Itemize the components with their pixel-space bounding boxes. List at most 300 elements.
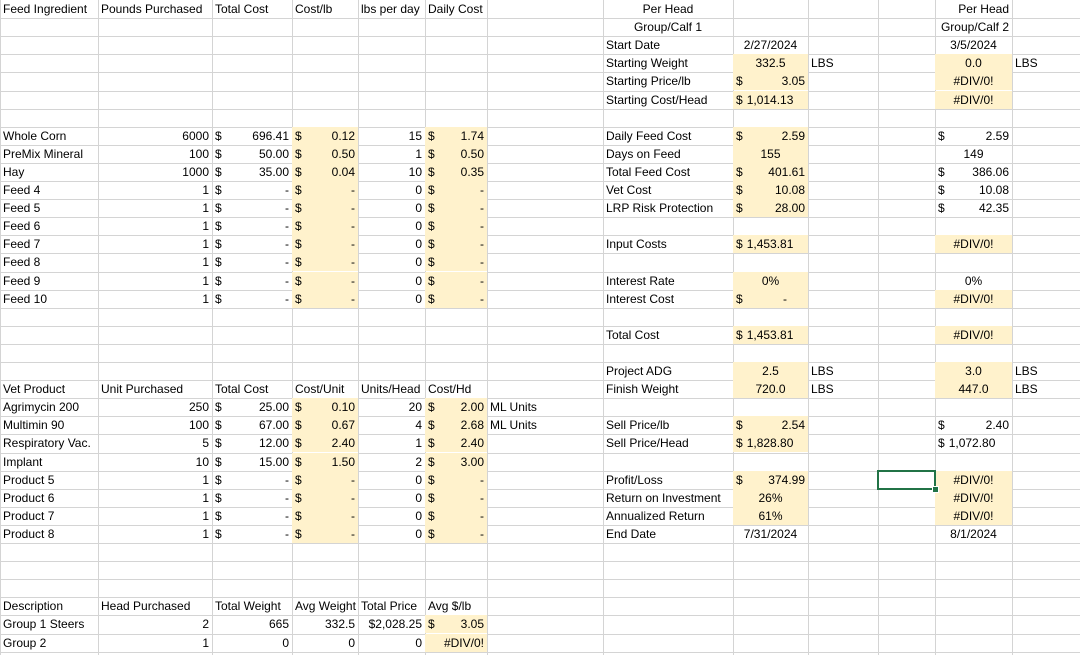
cost-per-head[interactable] — [425, 398, 487, 416]
total-cost[interactable] — [212, 525, 292, 543]
summary-label[interactable]: Total Cost — [606, 328, 660, 342]
gridline-horizontal — [0, 561, 1080, 562]
vet-product-name[interactable]: Agrimycin 200 — [3, 400, 80, 414]
units-purchased[interactable]: 10 — [195, 455, 209, 469]
selected-cell[interactable] — [877, 470, 936, 490]
unit-label[interactable]: LBS — [1015, 56, 1038, 70]
cell-value: - — [285, 201, 289, 215]
unit-label[interactable]: LBS — [1015, 364, 1038, 378]
group2-value[interactable] — [935, 434, 1012, 452]
currency-symbol: $ — [295, 201, 302, 215]
column-header[interactable]: Cost/Hd — [428, 382, 472, 396]
units-per-head[interactable]: 0 — [415, 491, 422, 505]
group2-value[interactable]: 447.0 — [935, 380, 1012, 398]
cell-value: 0.67 — [331, 418, 355, 432]
vet-product-name[interactable]: Product 5 — [3, 473, 55, 487]
group1-value[interactable] — [733, 434, 808, 452]
cell-value: 2.40 — [985, 418, 1009, 432]
cost-per-lb[interactable] — [292, 163, 358, 181]
cost-per-head[interactable] — [425, 416, 487, 434]
feed-name[interactable]: Feed 5 — [3, 201, 41, 215]
group1-value[interactable]: 2/27/2024 — [743, 38, 798, 52]
group2-value[interactable]: #DIV/0! — [935, 235, 1012, 253]
cell-value: - — [285, 292, 289, 306]
pounds-purchased[interactable]: 1 — [202, 201, 209, 215]
total-cost[interactable] — [212, 253, 292, 271]
cell-value: 374.99 — [768, 473, 805, 487]
column-header[interactable]: Avg $/lb — [428, 599, 472, 613]
currency-symbol: $ — [215, 129, 222, 143]
summary-label[interactable]: Starting Weight — [606, 56, 688, 70]
currency-symbol: $ — [736, 473, 743, 487]
cell-value: 401.61 — [768, 165, 805, 179]
cost-per-head[interactable] — [425, 471, 487, 489]
group1-value[interactable] — [733, 199, 808, 217]
cell-value: 25.00 — [258, 400, 289, 414]
total-price[interactable]: 0 — [415, 636, 422, 650]
units-per-head[interactable]: 0 — [415, 509, 422, 523]
currency-symbol: $ — [736, 292, 743, 306]
cost-per-unit[interactable] — [292, 398, 358, 416]
cell-value: 2.54 — [781, 418, 805, 432]
pounds-purchased[interactable]: 1000 — [182, 165, 209, 179]
summary-label[interactable]: Vet Cost — [606, 183, 652, 197]
total-cost[interactable] — [212, 290, 292, 308]
group2-value[interactable]: #DIV/0! — [935, 507, 1012, 525]
cell-value: 10.08 — [978, 183, 1009, 197]
cell-value: - — [480, 473, 484, 487]
vet-product-name[interactable]: Product 8 — [3, 527, 55, 541]
cost-per-unit[interactable] — [292, 507, 358, 525]
total-cost[interactable] — [212, 145, 292, 163]
cell-value: 0.50 — [460, 147, 484, 161]
total-cost[interactable] — [212, 127, 292, 145]
group-description[interactable]: Group 2 — [3, 636, 47, 650]
group2-value[interactable]: #DIV/0! — [935, 471, 1012, 489]
cell-value: 67.00 — [258, 418, 289, 432]
cost-per-lb[interactable] — [292, 253, 358, 271]
daily-cost[interactable] — [425, 235, 487, 253]
total-cost[interactable] — [212, 398, 292, 416]
total-weight[interactable]: 665 — [268, 617, 289, 631]
currency-symbol: $ — [428, 617, 435, 631]
cell-value: 0.50 — [331, 147, 355, 161]
currency-symbol: $ — [428, 400, 435, 414]
cell-value: 28.00 — [774, 201, 805, 215]
currency-symbol: $ — [295, 237, 302, 251]
total-cost[interactable] — [212, 272, 292, 290]
summary-label[interactable]: Return on Investment — [606, 491, 721, 505]
lbs-per-day[interactable]: 1 — [415, 147, 422, 161]
currency-symbol: $ — [736, 93, 743, 107]
group2-value[interactable]: 0% — [964, 274, 983, 288]
group1-value[interactable] — [733, 91, 808, 109]
column-header[interactable]: Unit Purchased — [101, 382, 184, 396]
column-header[interactable]: Description — [3, 599, 64, 613]
cell-value: - — [351, 274, 355, 288]
group1-value[interactable] — [733, 471, 808, 489]
currency-symbol: $ — [428, 473, 435, 487]
group2-value[interactable] — [935, 416, 1012, 434]
summary-label[interactable]: Total Feed Cost — [606, 165, 691, 179]
column-header[interactable]: Avg Weight — [295, 599, 356, 613]
unit-label[interactable]: LBS — [811, 364, 834, 378]
currency-symbol: $ — [736, 237, 743, 251]
column-header[interactable]: Feed Ingredient — [3, 2, 88, 16]
group1-value[interactable] — [733, 235, 808, 253]
currency-symbol: $ — [428, 201, 435, 215]
group1-value[interactable] — [733, 290, 808, 308]
group1-value[interactable]: 2.5 — [733, 362, 808, 380]
avg-price-per-lb[interactable]: #DIV/0! — [425, 634, 487, 652]
cost-per-head[interactable] — [425, 525, 487, 543]
cell-value: 0.04 — [331, 165, 355, 179]
group1-value[interactable] — [733, 163, 808, 181]
head-purchased[interactable]: 2 — [202, 617, 209, 631]
units-per-head[interactable]: 20 — [408, 400, 422, 414]
currency-symbol: $ — [736, 183, 743, 197]
daily-cost[interactable] — [425, 127, 487, 145]
group1-value[interactable]: 720.0 — [733, 380, 808, 398]
currency-symbol: $ — [428, 129, 435, 143]
currency-symbol: $ — [215, 237, 222, 251]
group1-value[interactable] — [733, 181, 808, 199]
unit-label[interactable]: LBS — [811, 56, 834, 70]
gridline-vertical — [1012, 0, 1013, 655]
cell-value: - — [480, 491, 484, 505]
cell-value: 1,453.81 — [746, 237, 794, 251]
cost-per-head[interactable] — [425, 489, 487, 507]
gridline-horizontal — [0, 91, 1080, 92]
feed-name[interactable]: Hay — [3, 165, 25, 179]
group2-value[interactable] — [935, 199, 1012, 217]
daily-cost[interactable] — [425, 181, 487, 199]
group2-value[interactable]: #DIV/0! — [935, 72, 1012, 90]
cost-per-head[interactable] — [425, 507, 487, 525]
units-per-head[interactable]: 2 — [415, 455, 422, 469]
cell-value: - — [351, 491, 355, 505]
avg-price-per-lb[interactable] — [425, 615, 487, 633]
cell-value: 696.41 — [252, 129, 289, 143]
avg-weight[interactable]: 0 — [348, 636, 355, 650]
vet-product-name[interactable]: Product 6 — [3, 491, 55, 505]
gridline-vertical — [212, 0, 213, 655]
summary-label[interactable]: Input Costs — [606, 237, 667, 251]
lbs-per-day[interactable]: 15 — [408, 129, 422, 143]
pounds-purchased[interactable]: 1 — [202, 237, 209, 251]
unit-label[interactable]: ML Units — [490, 400, 537, 414]
currency-symbol: $ — [295, 255, 302, 269]
column-header[interactable]: Total Cost — [215, 382, 269, 396]
currency-symbol: $ — [736, 418, 743, 432]
cell-value: - — [285, 527, 289, 541]
group2-value[interactable]: #DIV/0! — [935, 91, 1012, 109]
column-header[interactable]: Pounds Purchased — [101, 2, 203, 16]
daily-cost[interactable] — [425, 290, 487, 308]
summary-label[interactable]: Start Date — [606, 38, 661, 52]
lbs-per-day[interactable]: 0 — [415, 237, 422, 251]
currency-symbol: $ — [215, 473, 222, 487]
daily-cost[interactable] — [425, 145, 487, 163]
head-purchased[interactable]: 1 — [202, 636, 209, 650]
lbs-per-day[interactable]: 10 — [408, 165, 422, 179]
group1-value[interactable] — [733, 72, 808, 90]
cell-value: 2.40 — [331, 436, 355, 450]
group1-value[interactable]: 0% — [733, 272, 808, 290]
units-purchased[interactable]: 1 — [202, 509, 209, 523]
feed-name[interactable]: Feed 6 — [3, 219, 41, 233]
currency-symbol: $ — [938, 418, 945, 432]
feed-name[interactable]: Feed 7 — [3, 237, 41, 251]
cell-value: 35.00 — [258, 165, 289, 179]
units-per-head[interactable]: 1 — [415, 436, 422, 450]
column-header[interactable]: Vet Product — [3, 382, 66, 396]
group2-value[interactable]: #DIV/0! — [935, 290, 1012, 308]
pounds-purchased[interactable]: 6000 — [182, 129, 209, 143]
group-description[interactable]: Group 1 Steers — [3, 617, 85, 631]
lbs-per-day[interactable]: 0 — [415, 201, 422, 215]
cost-per-unit[interactable] — [292, 471, 358, 489]
summary-label[interactable]: End Date — [606, 527, 657, 541]
group1-value[interactable] — [733, 326, 808, 344]
cost-per-lb[interactable] — [292, 272, 358, 290]
currency-symbol: $ — [215, 491, 222, 505]
group2-value[interactable]: 3/5/2024 — [950, 38, 997, 52]
fill-handle[interactable] — [932, 486, 939, 493]
total-weight[interactable]: 0 — [282, 636, 289, 650]
feed-name[interactable]: PreMix Mineral — [3, 147, 84, 161]
pounds-purchased[interactable]: 1 — [202, 219, 209, 233]
group1-value[interactable]: 332.5 — [733, 54, 808, 72]
total-cost[interactable] — [212, 163, 292, 181]
units-per-head[interactable]: 0 — [415, 527, 422, 541]
cell-value: - — [285, 183, 289, 197]
unit-label[interactable]: LBS — [1015, 382, 1038, 396]
currency-symbol: $ — [295, 527, 302, 541]
total-cost[interactable] — [212, 507, 292, 525]
currency-symbol: $ — [215, 418, 222, 432]
summary-label[interactable]: Starting Price/lb — [606, 74, 691, 88]
summary-label[interactable]: LRP Risk Protection — [606, 201, 714, 215]
units-purchased[interactable]: 1 — [202, 491, 209, 505]
cost-per-lb[interactable] — [292, 235, 358, 253]
vet-product-name[interactable]: Implant — [3, 455, 43, 469]
gridline-horizontal — [0, 326, 1080, 327]
currency-symbol: $ — [215, 400, 222, 414]
gridline-horizontal — [0, 652, 1080, 653]
summary-label[interactable]: Daily Feed Cost — [606, 129, 692, 143]
daily-cost[interactable] — [425, 163, 487, 181]
column-header[interactable]: Daily Cost — [428, 2, 483, 16]
cost-per-lb[interactable] — [292, 199, 358, 217]
pounds-purchased[interactable]: 1 — [202, 274, 209, 288]
summary-label[interactable]: Sell Price/Head — [606, 436, 689, 450]
cost-per-unit[interactable] — [292, 434, 358, 452]
column-header[interactable]: Total Cost — [215, 2, 269, 16]
lbs-per-day[interactable]: 0 — [415, 255, 422, 269]
total-cost[interactable] — [212, 199, 292, 217]
summary-label[interactable]: Interest Cost — [606, 292, 675, 306]
gridline-vertical — [292, 0, 293, 655]
cell-value: 2.00 — [460, 400, 484, 414]
currency-symbol: $ — [215, 509, 222, 523]
cell-value: - — [351, 255, 355, 269]
gridline-vertical — [98, 0, 99, 655]
daily-cost[interactable] — [425, 253, 487, 271]
column-header[interactable]: Units/Head — [361, 382, 421, 396]
cell-value: 3.05 — [781, 74, 805, 88]
feed-name[interactable]: Whole Corn — [3, 129, 67, 143]
cost-per-lb[interactable] — [292, 290, 358, 308]
feed-name[interactable]: Feed 10 — [3, 292, 48, 306]
gridline-horizontal — [0, 109, 1080, 110]
group1-value[interactable] — [733, 127, 808, 145]
group2-value[interactable]: 8/1/2024 — [950, 527, 997, 541]
units-purchased[interactable]: 250 — [188, 400, 209, 414]
cell-value: 1.74 — [460, 129, 484, 143]
currency-symbol: $ — [295, 418, 302, 432]
total-cost[interactable] — [212, 235, 292, 253]
currency-symbol: $ — [428, 491, 435, 505]
cost-per-unit[interactable] — [292, 489, 358, 507]
lbs-per-day[interactable]: 0 — [415, 219, 422, 233]
group1-value[interactable] — [733, 416, 808, 434]
total-price[interactable]: $2,028.25 — [368, 617, 422, 631]
summary-label[interactable]: Annualized Return — [606, 509, 705, 523]
lbs-per-day[interactable]: 0 — [415, 183, 422, 197]
summary-label[interactable]: Sell Price/lb — [606, 418, 670, 432]
cell-value: 50.00 — [258, 147, 289, 161]
group2-value[interactable]: #DIV/0! — [935, 326, 1012, 344]
summary-label[interactable]: Days on Feed — [606, 147, 681, 161]
lbs-per-day[interactable]: 0 — [415, 274, 422, 288]
cost-per-lb[interactable] — [292, 145, 358, 163]
group2-value[interactable] — [935, 163, 1012, 181]
currency-symbol: $ — [215, 183, 222, 197]
vet-product-name[interactable]: Respiratory Vac. — [3, 436, 91, 450]
group2-value[interactable]: 0.0 — [935, 54, 1012, 72]
group1-header[interactable]: Per Head — [642, 2, 694, 16]
pounds-purchased[interactable]: 100 — [188, 147, 209, 161]
units-purchased[interactable]: 100 — [188, 418, 209, 432]
lbs-per-day[interactable]: 0 — [415, 292, 422, 306]
units-per-head[interactable]: 0 — [415, 473, 422, 487]
group2-value[interactable] — [935, 127, 1012, 145]
cell-value: - — [480, 219, 484, 233]
cell-value: 3.00 — [460, 455, 484, 469]
units-purchased[interactable]: 1 — [202, 527, 209, 541]
feed-name[interactable]: Feed 9 — [3, 274, 41, 288]
cell-value: - — [351, 292, 355, 306]
total-cost[interactable] — [212, 181, 292, 199]
total-cost[interactable] — [212, 489, 292, 507]
total-cost[interactable] — [212, 416, 292, 434]
cost-per-unit[interactable] — [292, 416, 358, 434]
group2-value[interactable] — [935, 181, 1012, 199]
group2-header[interactable]: Per Head — [958, 2, 1009, 16]
currency-symbol: $ — [215, 201, 222, 215]
group1-value[interactable]: 7/31/2024 — [743, 527, 798, 541]
cost-per-unit[interactable] — [292, 525, 358, 543]
units-purchased[interactable]: 5 — [202, 436, 209, 450]
gridline-vertical — [808, 0, 809, 655]
cell-value: - — [351, 201, 355, 215]
avg-weight[interactable]: 332.5 — [324, 617, 355, 631]
vet-product-name[interactable]: Product 7 — [3, 509, 55, 523]
currency-symbol: $ — [938, 183, 945, 197]
group2-value[interactable]: #DIV/0! — [935, 489, 1012, 507]
cell-value: - — [480, 201, 484, 215]
unit-label[interactable]: ML Units — [490, 418, 537, 432]
pounds-purchased[interactable]: 1 — [202, 255, 209, 269]
summary-label[interactable]: Starting Cost/Head — [606, 93, 708, 107]
column-header[interactable]: Cost/Unit — [295, 382, 345, 396]
vet-product-name[interactable]: Multimin 90 — [3, 418, 65, 432]
summary-label[interactable]: Interest Rate — [606, 274, 675, 288]
group2-value[interactable]: 149 — [963, 147, 984, 161]
cost-per-head[interactable] — [425, 434, 487, 452]
total-cost[interactable] — [212, 434, 292, 452]
cost-per-lb[interactable] — [292, 181, 358, 199]
units-purchased[interactable]: 1 — [202, 473, 209, 487]
total-cost[interactable] — [212, 217, 292, 235]
cost-per-lb[interactable] — [292, 217, 358, 235]
currency-symbol: $ — [428, 292, 435, 306]
gridline-horizontal — [0, 362, 1080, 363]
group1-value[interactable]: 155 — [733, 145, 808, 163]
currency-symbol: $ — [428, 165, 435, 179]
daily-cost[interactable] — [425, 272, 487, 290]
gridline-vertical — [487, 0, 488, 655]
pounds-purchased[interactable]: 1 — [202, 292, 209, 306]
total-cost[interactable] — [212, 453, 292, 471]
cost-per-lb[interactable] — [292, 127, 358, 145]
summary-label[interactable]: Profit/Loss — [606, 473, 663, 487]
group1-value[interactable]: 26% — [733, 489, 808, 507]
currency-symbol: $ — [428, 255, 435, 269]
column-header[interactable]: Cost/lb — [295, 2, 333, 16]
unit-label[interactable]: LBS — [811, 382, 834, 396]
feed-name[interactable]: Feed 8 — [3, 255, 41, 269]
cell-value: 0.12 — [331, 129, 355, 143]
currency-symbol: $ — [428, 219, 435, 233]
currency-symbol: $ — [428, 436, 435, 450]
column-header[interactable]: Head Purchased — [101, 599, 191, 613]
cell-value: - — [480, 183, 484, 197]
group2-header[interactable]: Group/Calf 2 — [940, 20, 1009, 34]
group2-value[interactable]: 3.0 — [935, 362, 1012, 380]
currency-symbol: $ — [428, 509, 435, 523]
currency-symbol: $ — [736, 165, 743, 179]
summary-label[interactable]: Finish Weight — [606, 382, 679, 396]
feed-name[interactable]: Feed 4 — [3, 183, 41, 197]
group1-value[interactable]: 61% — [733, 507, 808, 525]
cell-value: 1,453.81 — [746, 328, 794, 342]
column-header[interactable]: Total Weight — [215, 599, 281, 613]
units-per-head[interactable]: 4 — [415, 418, 422, 432]
daily-cost[interactable] — [425, 217, 487, 235]
total-cost[interactable] — [212, 471, 292, 489]
cost-per-head[interactable] — [425, 453, 487, 471]
pounds-purchased[interactable]: 1 — [202, 183, 209, 197]
cost-per-unit[interactable] — [292, 453, 358, 471]
daily-cost[interactable] — [425, 199, 487, 217]
column-header[interactable]: Total Price — [361, 599, 418, 613]
group1-header[interactable]: Group/Calf 1 — [633, 20, 703, 34]
column-header[interactable]: lbs per day — [361, 2, 420, 16]
cell-value: 10.08 — [774, 183, 805, 197]
summary-label[interactable]: Project ADG — [606, 364, 673, 378]
